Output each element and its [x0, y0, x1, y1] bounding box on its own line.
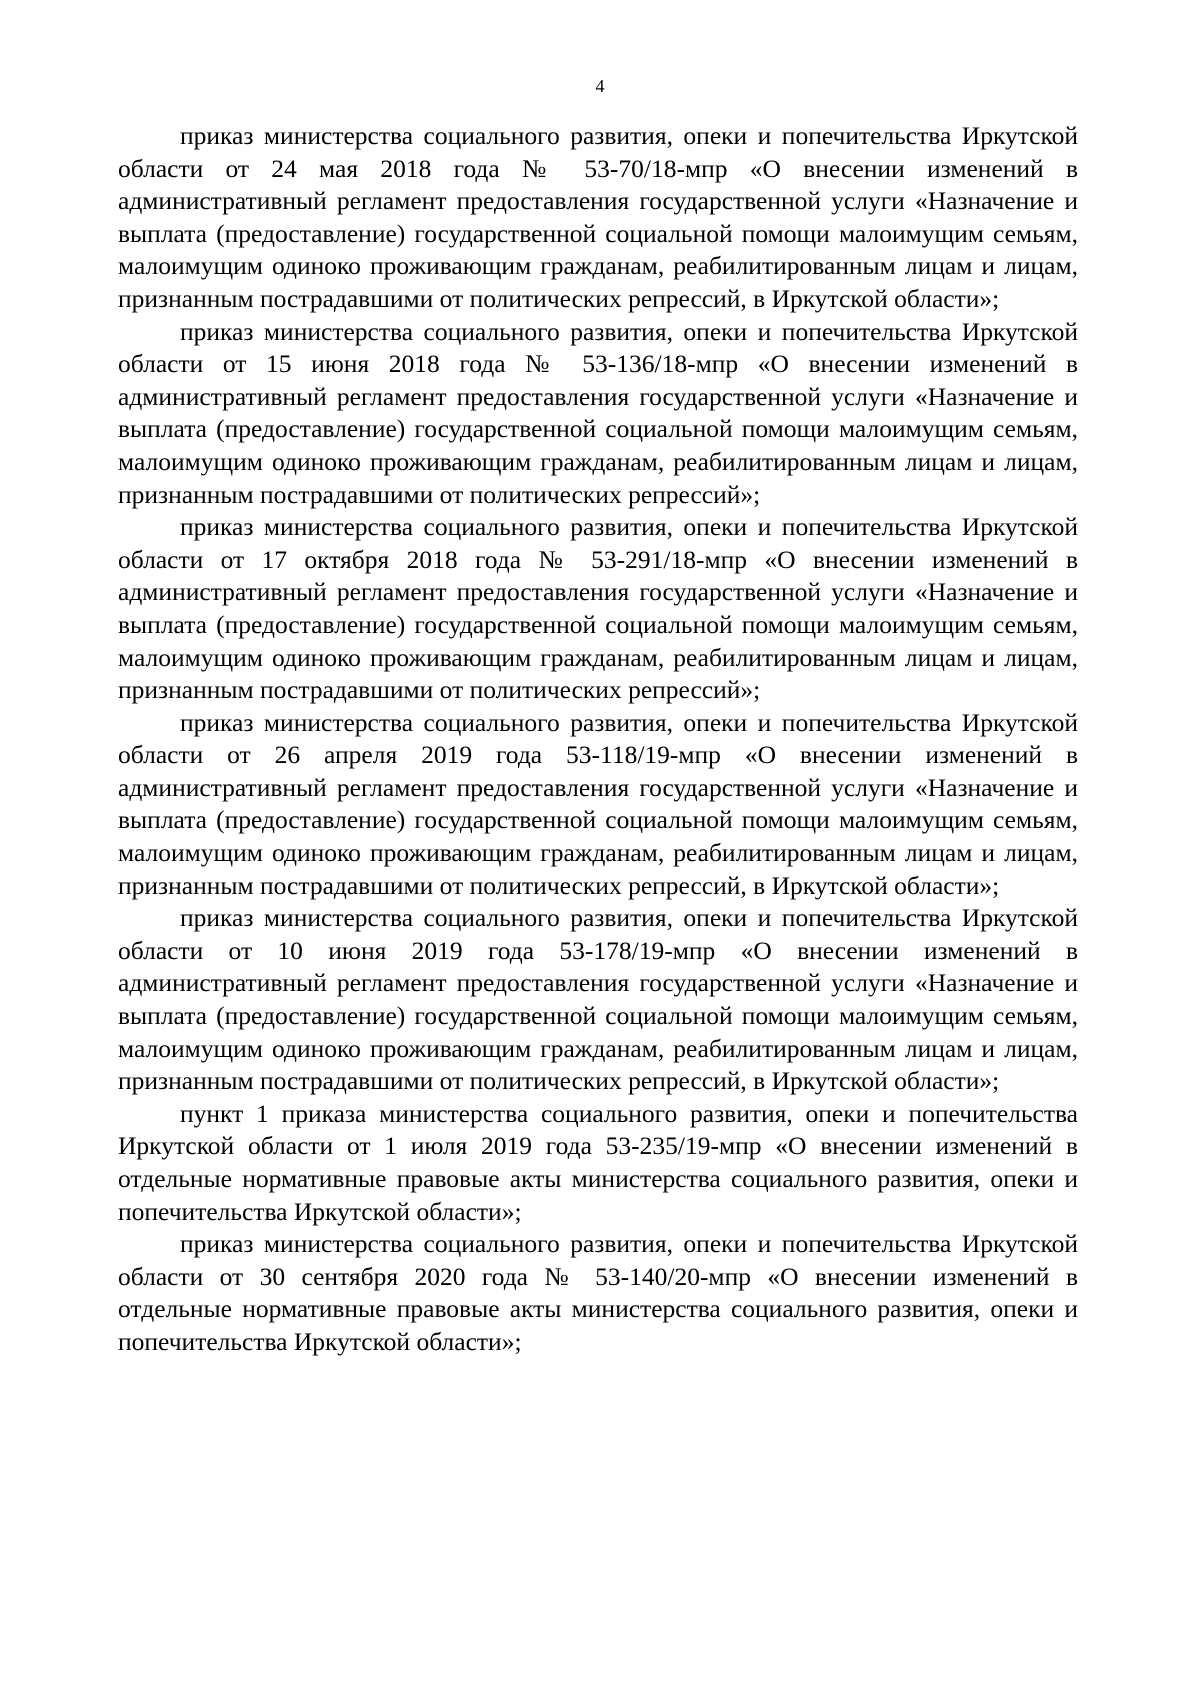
- paragraph-order-2018-10-17: приказ министерства социального развития, опеки и попечительства Иркутской области от 17 октября 2018 года № 53-291/18-мпр «О внесении изменений в административный регламент предоставления государственной услуги «Назначение и выплата (предоставление) государственной социальной помощи малоимущим семьям, малоимущим одиноко проживающим гражданам, реабилитированным лицам и лицам, признанным пострадавшими от политических репрессий»;: [118, 512, 1078, 705]
- paragraph-order-2018-05-24: приказ министерства социального развития, опеки и попечительства Иркутской области от 24 мая 2018 года № 53-70/18-мпр «О внесении изменений в административный регламент предоставления государственной услуги «Назначение и выплата (предоставление) государственной социальной помощи малоимущим семьям, малоимущим одиноко проживающим гражданам, реабилитированным лицам и лицам, признанным пострадавшими от политических репрессий, в Иркутской области»;: [118, 121, 1078, 313]
- paragraph-order-2019-04-26: приказ министерства социального развития, опеки и попечительства Иркутской области от 26 апреля 2019 года 53-118/19-мпр «О внесении изменений в административный регламент предоставления государственной услуги «Назначение и выплата (предоставление) государственной социальной помощи малоимущим семьям, малоимущим одиноко проживающим гражданам, реабилитированным лицам и лицам, признанным пострадавшими от политических репрессий, в Иркутской области»;: [118, 707, 1078, 900]
- paragraph-order-2018-06-15: приказ министерства социального развития, опеки и попечительства Иркутской области от 15 июня 2018 года № 53-136/18-мпр «О внесении изменений в административный регламент предоставления государственной услуги «Назначение и выплата (предоставление) государственной социальной помощи малоимущим семьям, малоимущим одиноко проживающим гражданам, реабилитированным лицам и лицам, признанным пострадавшими от политических репрессий»;: [118, 316, 1078, 509]
- paragraph-order-2020-09-30: приказ министерства социального развития, опеки и попечительства Иркутской области от 30 сентября 2020 года № 53-140/20-мпр «О внесении изменений в отдельные нормативные правовые акты министерства социального развития, опеки и попечительства Иркутской области»;: [118, 1229, 1078, 1356]
- document-body: [118, 120, 1078, 1359]
- page-number: 4: [595, 76, 605, 96]
- paragraph-order-2019-07-01: пункт 1 приказа министерства социального развития, опеки и попечительства Иркутской области от 1 июля 2019 года 53-235/19-мпр «О внесении изменений в отдельные нормативные правовые акты министерства социального развития, опеки и попечительства Иркутской области»;: [118, 1098, 1078, 1226]
- paragraph-order-2019-06-10: приказ министерства социального развития, опеки и попечительства Иркутской области от 10 июня 2019 года 53-178/19-мпр «О внесении изменений в административный регламент предоставления государственной услуги «Назначение и выплата (предоставление) государственной социальной помощи малоимущим семьям, малоимущим одиноко проживающим гражданам, реабилитированным лицам и лицам, признанным пострадавшими от политических репрессий, в Иркутской области»;: [118, 903, 1078, 1096]
